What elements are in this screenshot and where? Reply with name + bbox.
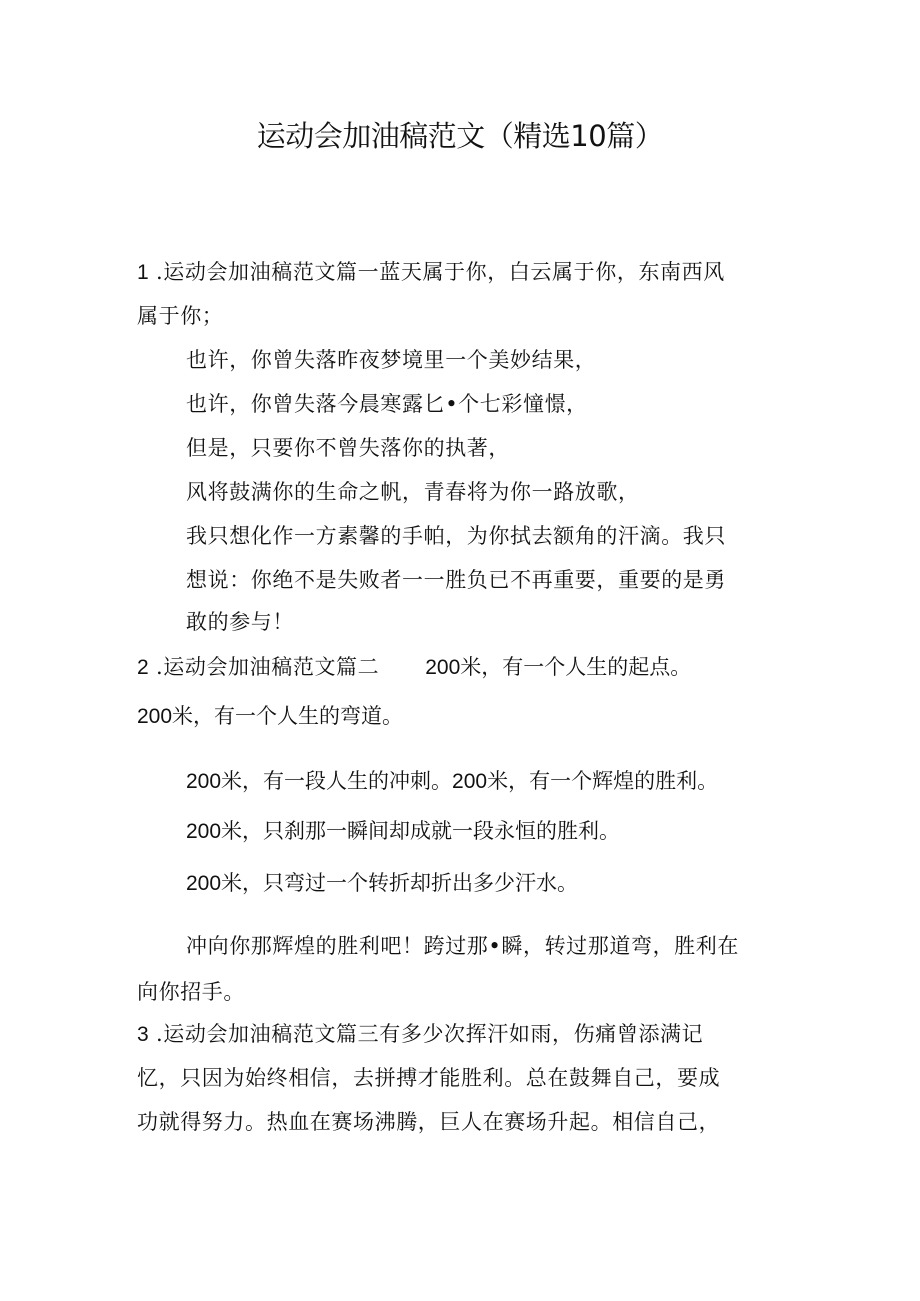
list-dot: . xyxy=(148,1022,164,1046)
section-lead-text: 200米，有一个人生的起点。 xyxy=(425,656,692,679)
section-lead-text: 蓝天属于你，白云属于你，东南西风 xyxy=(379,260,725,284)
verse-line: 我只想化作一方素馨的手帕，为你拭去额角的汗滴。我只 xyxy=(186,524,726,548)
section-lead-text: 属于你； xyxy=(137,304,224,328)
section-heading: 运动会加油稿范文篇一 xyxy=(163,260,380,284)
verse-line: 风将鼓满你的生命之帆，青春将为你一路放歌， xyxy=(186,480,640,504)
verse-line: 想说：你绝不是失败者一一胜负已不再重要，重要的是勇 xyxy=(186,568,726,592)
verse-line: 但是，只要你不曾失落你的执著， xyxy=(186,436,510,460)
verse-line: 200米，只刹那一瞬间却成就一段永恒的胜利。 xyxy=(186,820,621,843)
section-1-first-line xyxy=(137,257,725,288)
section-number: 1 xyxy=(137,261,149,284)
verse-line: 敢的参与！ xyxy=(186,610,294,634)
section-lead-text: 功就得努力。热血在赛场沸腾，巨人在赛场升起。相信自己， xyxy=(137,1110,721,1134)
closing-line: 向你招手。 xyxy=(137,980,245,1004)
section-heading: 运动会加油稿范文篇二 xyxy=(163,655,380,679)
section-lead-text: 200米，有一个人生的弯道。 xyxy=(137,705,404,728)
list-dot: . xyxy=(148,655,164,679)
section-heading: 运动会加油稿范文篇三 xyxy=(163,1022,380,1046)
section-lead-text: 有多少次挥汗如雨，伤痛曾添满记 xyxy=(379,1022,704,1046)
verse-line: 也许，你曾失落今晨寒露匕•个七彩憧憬， xyxy=(186,392,588,416)
section-3-first-line xyxy=(137,1019,703,1050)
section-number: 2 xyxy=(137,656,149,679)
section-number: 3 xyxy=(137,1023,149,1046)
section-lead-text: 忆，只因为始终相信，去拼搏才能胜利。总在鼓舞自己，要成 xyxy=(137,1066,721,1090)
list-dot: . xyxy=(148,260,164,284)
document-title: 运动会加油稿范文（精选10篇） xyxy=(256,119,664,153)
verse-line: 200米，有一段人生的冲刺。200米，有一个辉煌的胜利。 xyxy=(186,770,719,793)
section-2-first-line xyxy=(137,652,691,683)
verse-line: 也许，你曾失落昨夜梦境里一个美妙结果， xyxy=(186,348,597,372)
verse-line: 200米，只弯过一个转折却折出多少汗水。 xyxy=(186,872,579,895)
closing-line: 冲向你那辉煌的胜利吧！跨过那•瞬，转过那道弯，胜利在 xyxy=(186,934,739,958)
